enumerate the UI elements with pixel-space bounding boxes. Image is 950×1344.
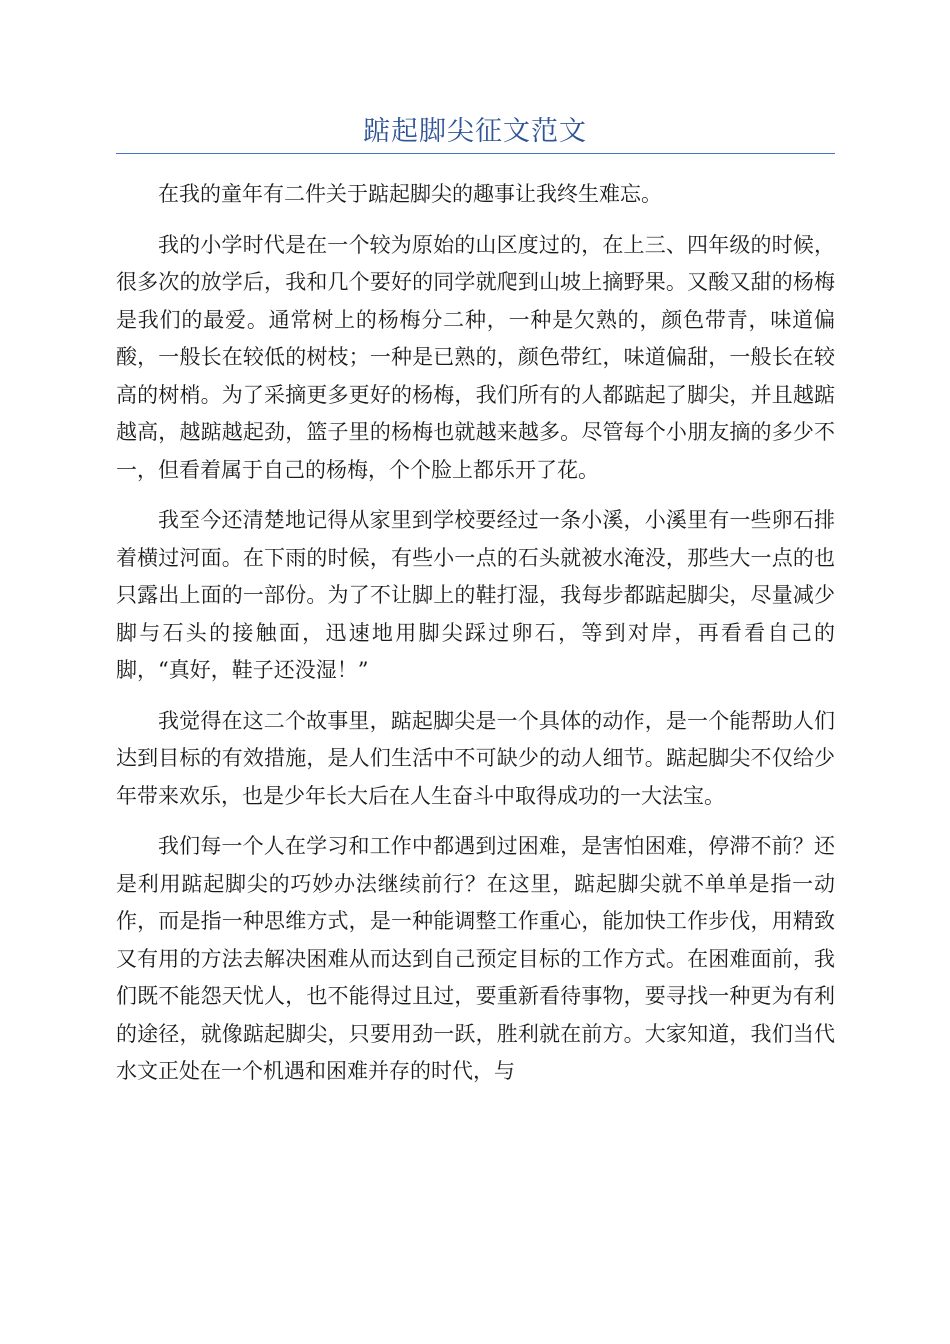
paragraph-intro: 在我的童年有二件关于踮起脚尖的趣事让我终生难忘。 bbox=[158, 182, 662, 206]
paragraph-work-lesson: 我们每一个人在学习和工作中都遇到过困难，是害怕困难，停滞不前？还是利用踮起脚尖的巧妙办法继续前行？在这里，踮起脚尖就不单单是指一动作，而是指一种思维方式，是一种能调整工作重心，能加快工作步伐，用精致又有用的方法去解决困难从而达到自己预定目标的工作方式。在困难面前，我们既不能怨天忧人，也不能得过且过，要重新看待事物，要寻找一种更为有利的途径，就像踮起脚尖，只要用劲一跃，胜利就在前方。大家知道，我们当代水文正处在一个机遇和困难并存的时代，与 bbox=[116, 834, 835, 1083]
paragraph-reflection: 我觉得在这二个故事里，踮起脚尖是一个具体的动作，是一个能帮助人们达到目标的有效措施，是人们生活中不可缺少的动人细节。踮起脚尖不仅给少年带来欢乐，也是少年长大后在人生奋斗中取得成功的一大法宝。 bbox=[116, 708, 835, 808]
document-title: 踮起脚尖征文范文 bbox=[363, 116, 587, 147]
title-underline-rule bbox=[116, 153, 835, 154]
document-body bbox=[116, 176, 835, 1104]
paragraph-stream-story: 我至今还清楚地记得从家里到学校要经过一条小溪，小溪里有一些卵石排着横过河面。在下雨的时候，有些小一点的石头就被水淹没，那些大一点的也只露出上面的一部份。为了不让脚上的鞋打湿，我每步都踮起脚尖，尽量减少脚与石头的接触面，迅速地用脚尖踩过卵石，等到对岸，再看看自己的脚，“真好，鞋子还没湿！” bbox=[116, 508, 835, 682]
paragraph-bayberry-story: 我的小学时代是在一个较为原始的山区度过的，在上三、四年级的时候，很多次的放学后，我和几个要好的同学就爬到山坡上摘野果。又酸又甜的杨梅是我们的最爱。通常树上的杨梅分二种，一种是欠熟的，颜色带青，味道偏酸，一般长在较低的树枝；一种是已熟的，颜色带红，味道偏甜，一般长在较高的树梢。为了采摘更多更好的杨梅，我们所有的人都踮起了脚尖，并且越踮越高，越踮越起劲，篮子里的杨梅也就越来越多。尽管每个小朋友摘的多少不一，但看着属于自己的杨梅，个个脸上都乐开了花。 bbox=[116, 232, 835, 482]
